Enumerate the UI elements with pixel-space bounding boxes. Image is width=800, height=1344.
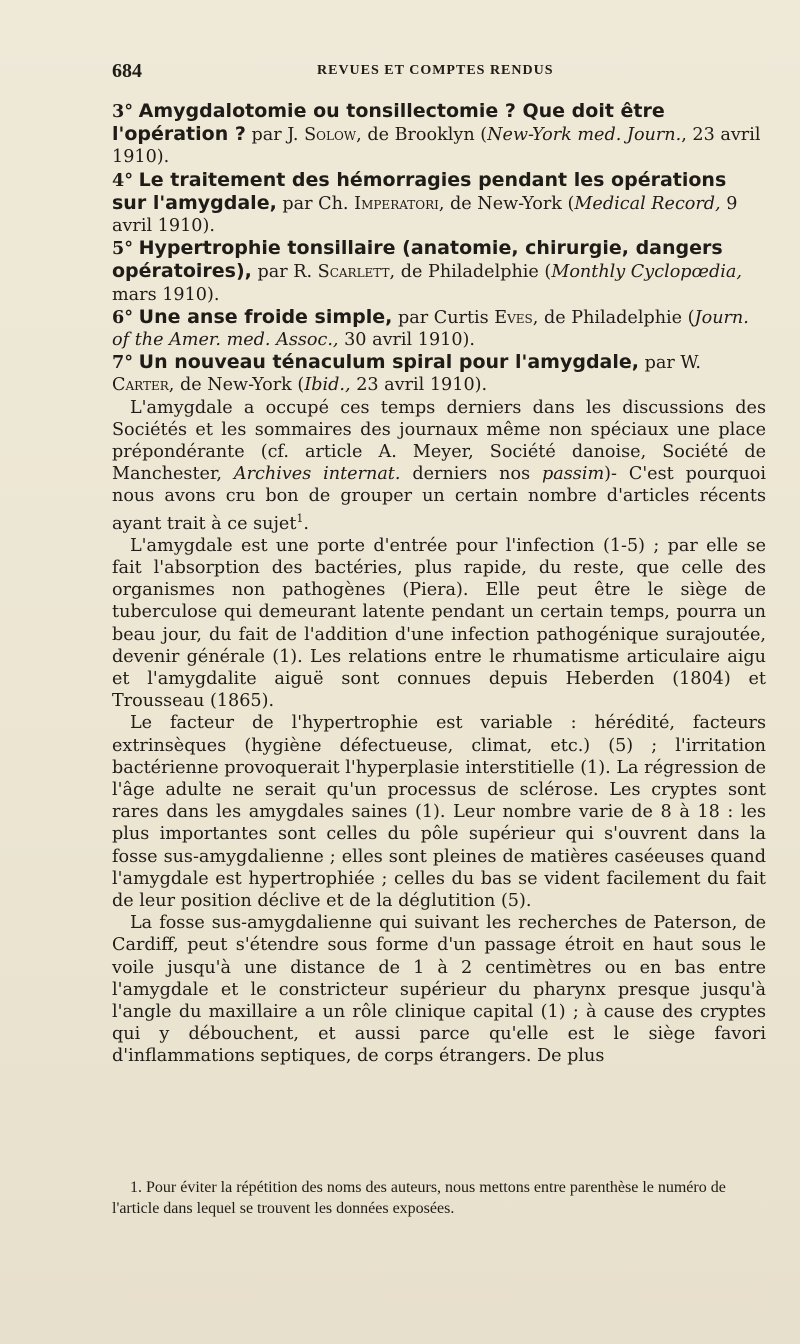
entry-source: Journ. of the Amer. med. Assoc., xyxy=(112,307,749,351)
entry-author: Scarlett xyxy=(317,262,390,283)
entry-title: Un nouveau ténaculum spiral pour l'amygdale, xyxy=(138,351,639,374)
entry-title: Amygdalotomie ou tonsillectomie ? Que doit être l'opération ? xyxy=(112,100,665,146)
bibliography-entry-3: 3° Amygdalotomie ou tonsillectomie ? Que doit être l'opération ? par J. Solow, de Brooklyn (New-York med. Journ., 23 avril 1910). xyxy=(112,100,761,168)
bibliography-entry-4: 4° Le traitement des hémorragies pendant les opérations sur l'amygdale, par Ch. Imperatori, de New-York (Medical Record, 9 avril 1910). xyxy=(112,168,738,237)
paragraph-fossa: La fosse sus-amygdalienne qui suivant les recherches de Paterson, de Cardiff, peut s'étendre sous forme d'un passage étroit en haut sous le voile jusqu'à une distance de 1 à 2 centimètres ou en bas entre l'amygdale et le constricteur supérieur du pharynx presque jusqu'à l'angle du maxillaire a un rôle clinique capital (1) ; à cause des cryptes qui y débouchent, et aussi parce qu'elle est le siège favori d'inflammations septiques, de corps étrangers. De plus xyxy=(112,913,766,1067)
paragraph-intro: L'amygdale a occupé ces temps derniers dans les discussions des Sociétés et les sommaires des journaux même non spéciaux une place prépondérante (cf. article A. Meyer, Société danoise, Société de Manchester, Archives internat. derniers nos passim)- C'est pourquoi nous avons cru bon de grouper un certain nombre d'articles récents ayant trait à ce sujet$^1$. xyxy=(112,397,766,534)
page-number: 684 xyxy=(112,60,142,82)
footnote: 1. Pour éviter la répétition des noms des auteurs, nous mettons entre parenthèse le numéro de l'article dans lequel se trouvent les données exposées. xyxy=(112,1179,726,1217)
entry-source: Medical Record, xyxy=(574,193,721,214)
entry-title: Hypertrophie tonsillaire (anatomie, chirurgie, dangers opératoires), xyxy=(112,237,723,283)
entry-title: Une anse froide simple, xyxy=(138,305,393,328)
entry-source: Ibid., xyxy=(304,375,351,396)
entry-source: Monthly Cyclopœdia, xyxy=(551,262,742,283)
entry-source: New-York med. Journ. xyxy=(487,125,682,146)
bibliography-entry-6: 6° Une anse froide simple, par Curtis Eves, de Philadelphie (Journ. of the Amer. med. Assoc., 30 avril 1910). xyxy=(112,305,749,351)
page-header xyxy=(112,60,760,90)
bibliography-entry-7: 7° Un nouveau ténaculum spiral pour l'amygdale, par W. Carter, de New-York (Ibid., 23 avril 1910). xyxy=(112,351,701,396)
paragraph-infection: L'amygdale est une porte d'entrée pour l'infection (1-5) ; par elle se fait l'absorption des bactéries, plus rapide, du reste, que celle des organismes non pathogènes (Piera). Elle peut être le siège de tuberculose qui demeurant latente pendant un certain temps, pourra un beau jour, du fait de l'addition d'une infection pathogénique surajoutée, devenir générale (1). Les relations entre le rhumatisme articulaire aigu et l'amygdalite aiguë sont connues depuis Heberden (1804) et Trousseau (1865). xyxy=(112,535,766,712)
entry-author: Eves xyxy=(494,307,533,328)
entry-author: Imperatori xyxy=(354,193,439,214)
running-title: REVUES ET COMPTES RENDUS xyxy=(317,63,554,78)
bibliography-entry-5: 5° Hypertrophie tonsillaire (anatomie, chirurgie, dangers opératoires), par R. Scarlett, de Philadelphie (Monthly Cyclopœdia, mars 1910). xyxy=(112,237,742,305)
footnote-ref: 1 xyxy=(296,511,304,525)
article-body xyxy=(112,100,766,1068)
entry-title: Le traitement des hémorragies pendant les opérations sur l'amygdale, xyxy=(112,168,727,214)
paragraph-hypertrophy: Le facteur de l'hypertrophie est variable : hérédité, facteurs extrinsèques (hygiène défectueuse, climat, etc.) (5) ; l'irritation bactérienne provoquerait l'hyperplasie interstitielle (1). La régression de l'âge adulte ne serait qu'un processus de sclérose. Les cryptes sont rares dans les amygdales saines (1). Leur nombre varie de 8 à 18 : les plus importantes sont celles du pôle supérieur qui s'ouvrent dans la fosse sus-amygdalienne ; elles sont pleines de matières caséeuses quand l'amygdale est hypertrophiée ; celles du bas se vident facilement du fait de leur position déclive et de la déglutition (5). xyxy=(112,713,766,911)
entry-author: Solow xyxy=(304,125,357,146)
entry-author: Carter xyxy=(112,375,169,396)
